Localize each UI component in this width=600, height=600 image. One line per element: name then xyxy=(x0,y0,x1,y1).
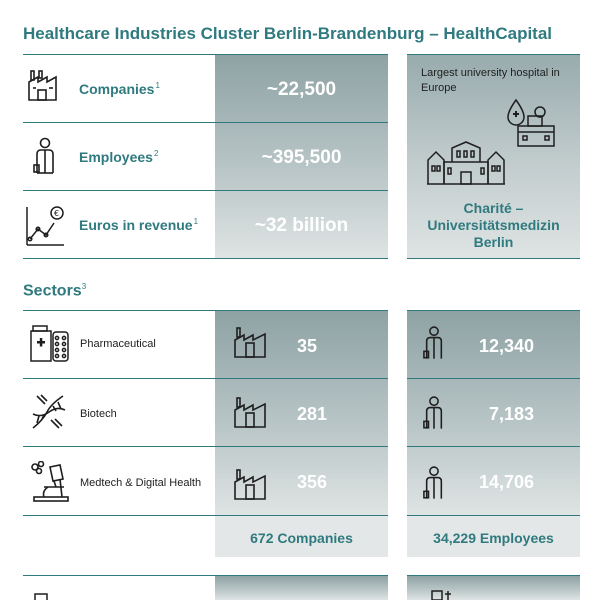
person-icon xyxy=(423,465,445,503)
page-title: Healthcare Industries Cluster Berlin-Brandenburg – HealthCapital xyxy=(23,24,553,43)
person-icon xyxy=(423,395,445,433)
employees-pharmaceutical: 12,340 xyxy=(479,336,535,356)
stat-label-employees: Employees$^2$ xyxy=(79,149,159,165)
stat-label-companies: Companies$^1$ xyxy=(79,81,160,97)
employees-biotech: 7,183 xyxy=(489,404,535,424)
charite-name-line2: Universitätsmedizin xyxy=(427,217,560,233)
charite-name-line3: Berlin xyxy=(473,234,514,250)
person-icon xyxy=(423,325,445,363)
total-employees: 34,229 Employees xyxy=(433,530,554,546)
university-building-icon xyxy=(426,140,506,186)
dna-icon xyxy=(29,392,69,432)
factory-icon xyxy=(233,325,267,359)
stat-value-revenue: ~32 billion xyxy=(254,215,349,236)
sector-label-pharmaceutical: Pharmaceutical xyxy=(80,338,156,350)
stat-value-employees: ~395,500 xyxy=(261,147,342,168)
factory-icon xyxy=(233,467,267,501)
sectors-title: Sectors$^3$ xyxy=(23,282,87,300)
stat-value-companies: ~22,500 xyxy=(266,79,337,100)
sector-label-medtech: Medtech & Digital Health xyxy=(80,477,202,489)
charite-caption: Largest university hospital in Europe xyxy=(421,67,560,94)
svg-text:€: € xyxy=(54,209,60,218)
pharma-icon xyxy=(29,324,71,364)
sector-label-biotech: Biotech xyxy=(80,408,117,420)
partial-icon xyxy=(33,592,51,600)
companies-pharmaceutical: 35 xyxy=(297,336,318,356)
companies-medtech: 356 xyxy=(297,472,328,492)
factory-icon xyxy=(233,395,267,429)
factory-icon xyxy=(26,68,58,102)
hospital-drop-icon xyxy=(504,98,558,148)
employees-medtech: 14,706 xyxy=(479,472,535,492)
next-section-panel-left xyxy=(215,576,388,600)
charite-name-line1: Charité – xyxy=(463,200,524,216)
person-icon xyxy=(33,137,57,177)
total-companies: 672 Companies xyxy=(250,530,353,546)
stat-label-revenue: Euros in revenue$^1$ xyxy=(79,217,199,233)
charite-name xyxy=(407,200,580,251)
euro-chart-icon xyxy=(24,205,66,247)
companies-biotech: 281 xyxy=(297,404,328,424)
partial-icon xyxy=(430,589,460,600)
microscope-icon xyxy=(30,461,70,503)
